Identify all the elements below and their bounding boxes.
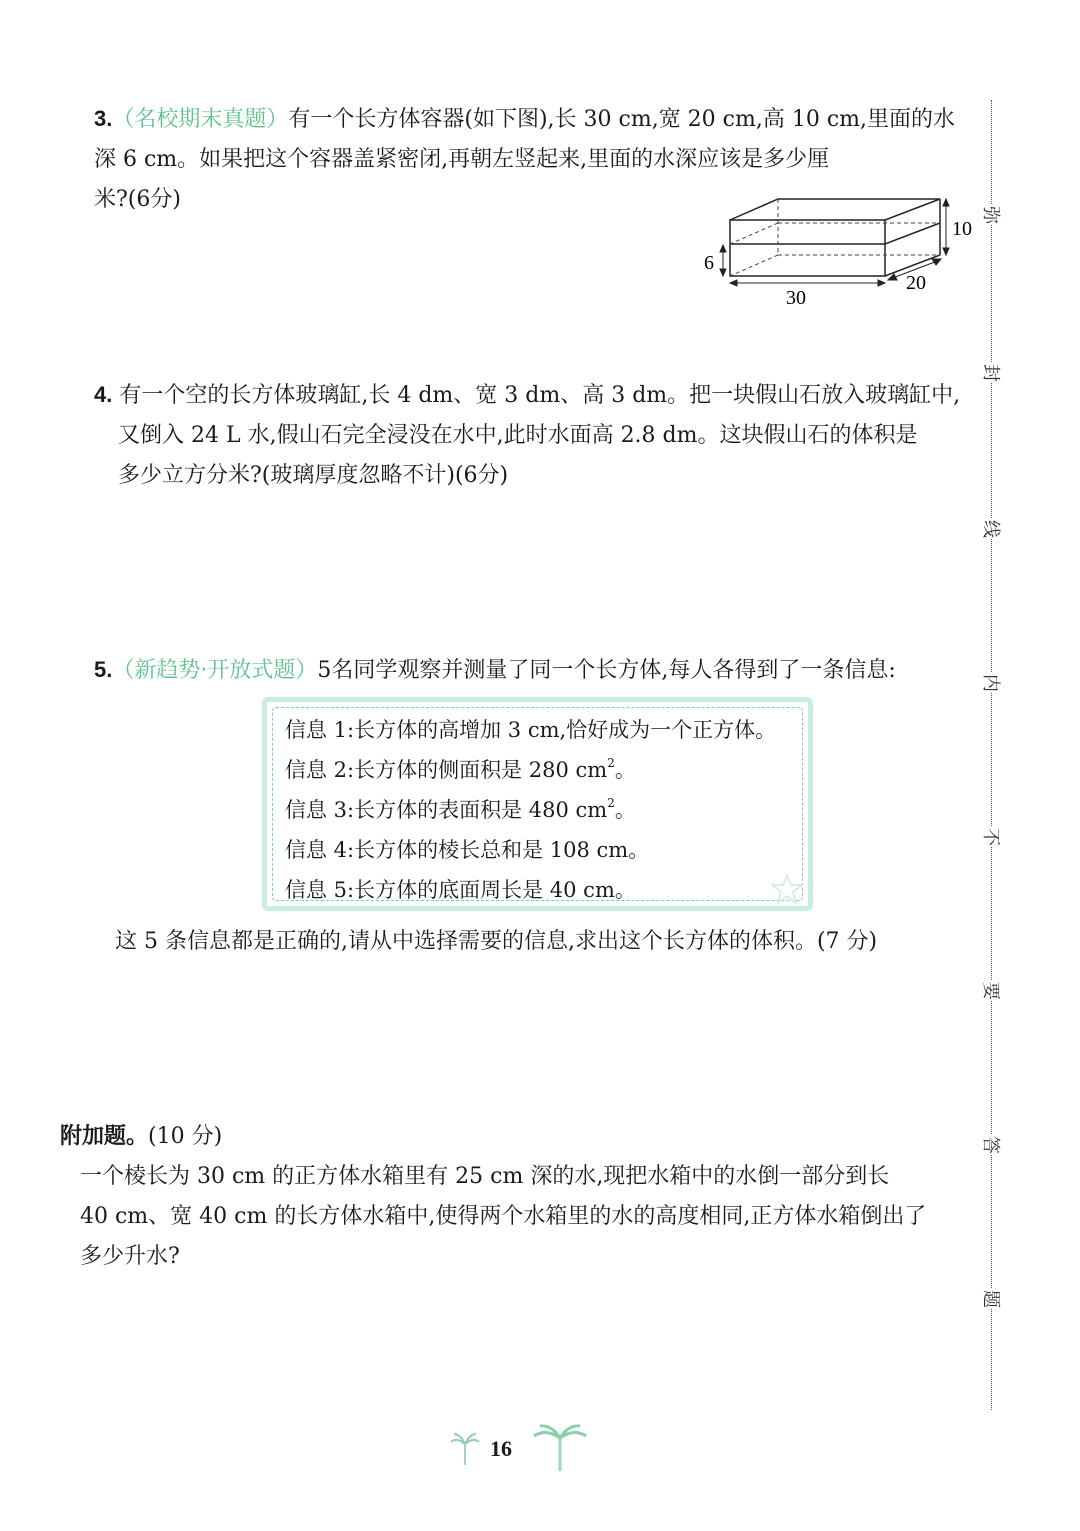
cuboid-front-face (730, 220, 885, 276)
cuboid-right-face (885, 199, 940, 276)
question-4-line-3: 多少立方分米?(玻璃厚度忽略不计)(6分) (118, 463, 509, 488)
width-label: 20 (906, 272, 926, 294)
bonus-title-line (60, 1117, 965, 1157)
seal-char: 不 (979, 827, 1005, 847)
question-tag: （名校期末真题） (112, 107, 289, 132)
bonus-line-2: 40 cm、宽 40 cm 的长方体水箱中,使得两个水箱里的水的高度相同,正方体水箱倒出了 (80, 1204, 927, 1229)
info-item: 信息 4:长方体的棱长总和是 108 cm。 (285, 838, 650, 862)
question-4 (94, 375, 974, 496)
seal-char: 要 (979, 981, 1005, 1001)
question-3-line-3: 米?(6分) (94, 187, 181, 212)
question-number: 3. (94, 106, 113, 131)
hidden-edge-left (730, 255, 778, 276)
info-item: 信息 1:长方体的高增加 3 cm,恰好成为一个正方体。 (285, 718, 777, 742)
seal-char: 线 (979, 519, 1005, 539)
question-4-line-1 (94, 375, 974, 416)
question-number: 4. (94, 382, 113, 407)
question-tag: （新趋势·开放式题） (112, 658, 318, 683)
question-text: 有一个空的长方体玻璃缸,长 4 dm、宽 3 dm、高 3 dm。把一块假山石放入玻璃缸中, (119, 383, 961, 408)
info-item: 信息 5:长方体的底面周长是 40 cm。 (285, 878, 636, 902)
question-5-task: 这 5 条信息都是正确的,请从中选择需要的信息,求出这个长方体的体积。(7 分) (115, 929, 878, 954)
info-item: 信息 3:长方体的表面积是 480 $cm^2$。 (285, 796, 636, 822)
seal-rule (991, 100, 992, 1410)
seal-char: 弥 (979, 205, 1005, 225)
info-box (262, 697, 813, 911)
info-item: 信息 2:长方体的侧面积是 280 $cm^2$。 (285, 756, 636, 782)
hidden-water-left (730, 223, 778, 244)
bonus-title: 附加题。 (60, 1124, 149, 1149)
bonus-score: (10 分) (148, 1124, 223, 1149)
star-icon (770, 873, 804, 905)
question-text: 有一个长方体容器(如下图),长 30 cm,宽 20 cm,高 10 cm,里面的水 (288, 107, 956, 132)
seal-char: 封 (979, 363, 1005, 383)
question-4-line-2: 又倒入 24 L 水,假山石完全浸没在水中,此时水面高 2.8 dm。这块假山石的体积是 (118, 423, 918, 448)
question-3-line-1 (94, 99, 974, 140)
water-depth-label: 6 (704, 252, 714, 274)
length-label: 30 (786, 287, 806, 309)
info-box-inner (272, 707, 803, 901)
height-label: 10 (952, 218, 972, 240)
bonus-line-3: 多少升水? (80, 1244, 180, 1269)
page-number: 16 (490, 1436, 512, 1461)
cuboid-top-face (730, 199, 940, 220)
bonus-question (60, 1117, 965, 1277)
palm-left-icon (450, 1432, 480, 1466)
question-5-line-1 (94, 650, 974, 691)
seal-char: 题 (979, 1289, 1005, 1309)
question-5 (94, 650, 974, 691)
seal-line (980, 100, 1001, 1410)
cuboid-figure (700, 190, 975, 310)
question-text: 5名同学观察并测量了同一个长方体,每人各得到了一条信息: (317, 658, 896, 683)
palm-right-icon (532, 1424, 588, 1472)
question-3-line-2: 深 6 cm。如果把这个容器盖紧密闭,再朝左竖起来,里面的水深应该是多少厘 (94, 147, 830, 172)
question-number: 5. (94, 657, 113, 682)
seal-char: 答 (979, 1135, 1005, 1155)
seal-char: 内 (979, 673, 1005, 693)
water-line-side (885, 223, 940, 244)
bonus-line-1: 一个棱长为 30 cm 的正方体水箱里有 25 cm 深的水,现把水箱中的水倒一部分到长 (80, 1164, 890, 1189)
